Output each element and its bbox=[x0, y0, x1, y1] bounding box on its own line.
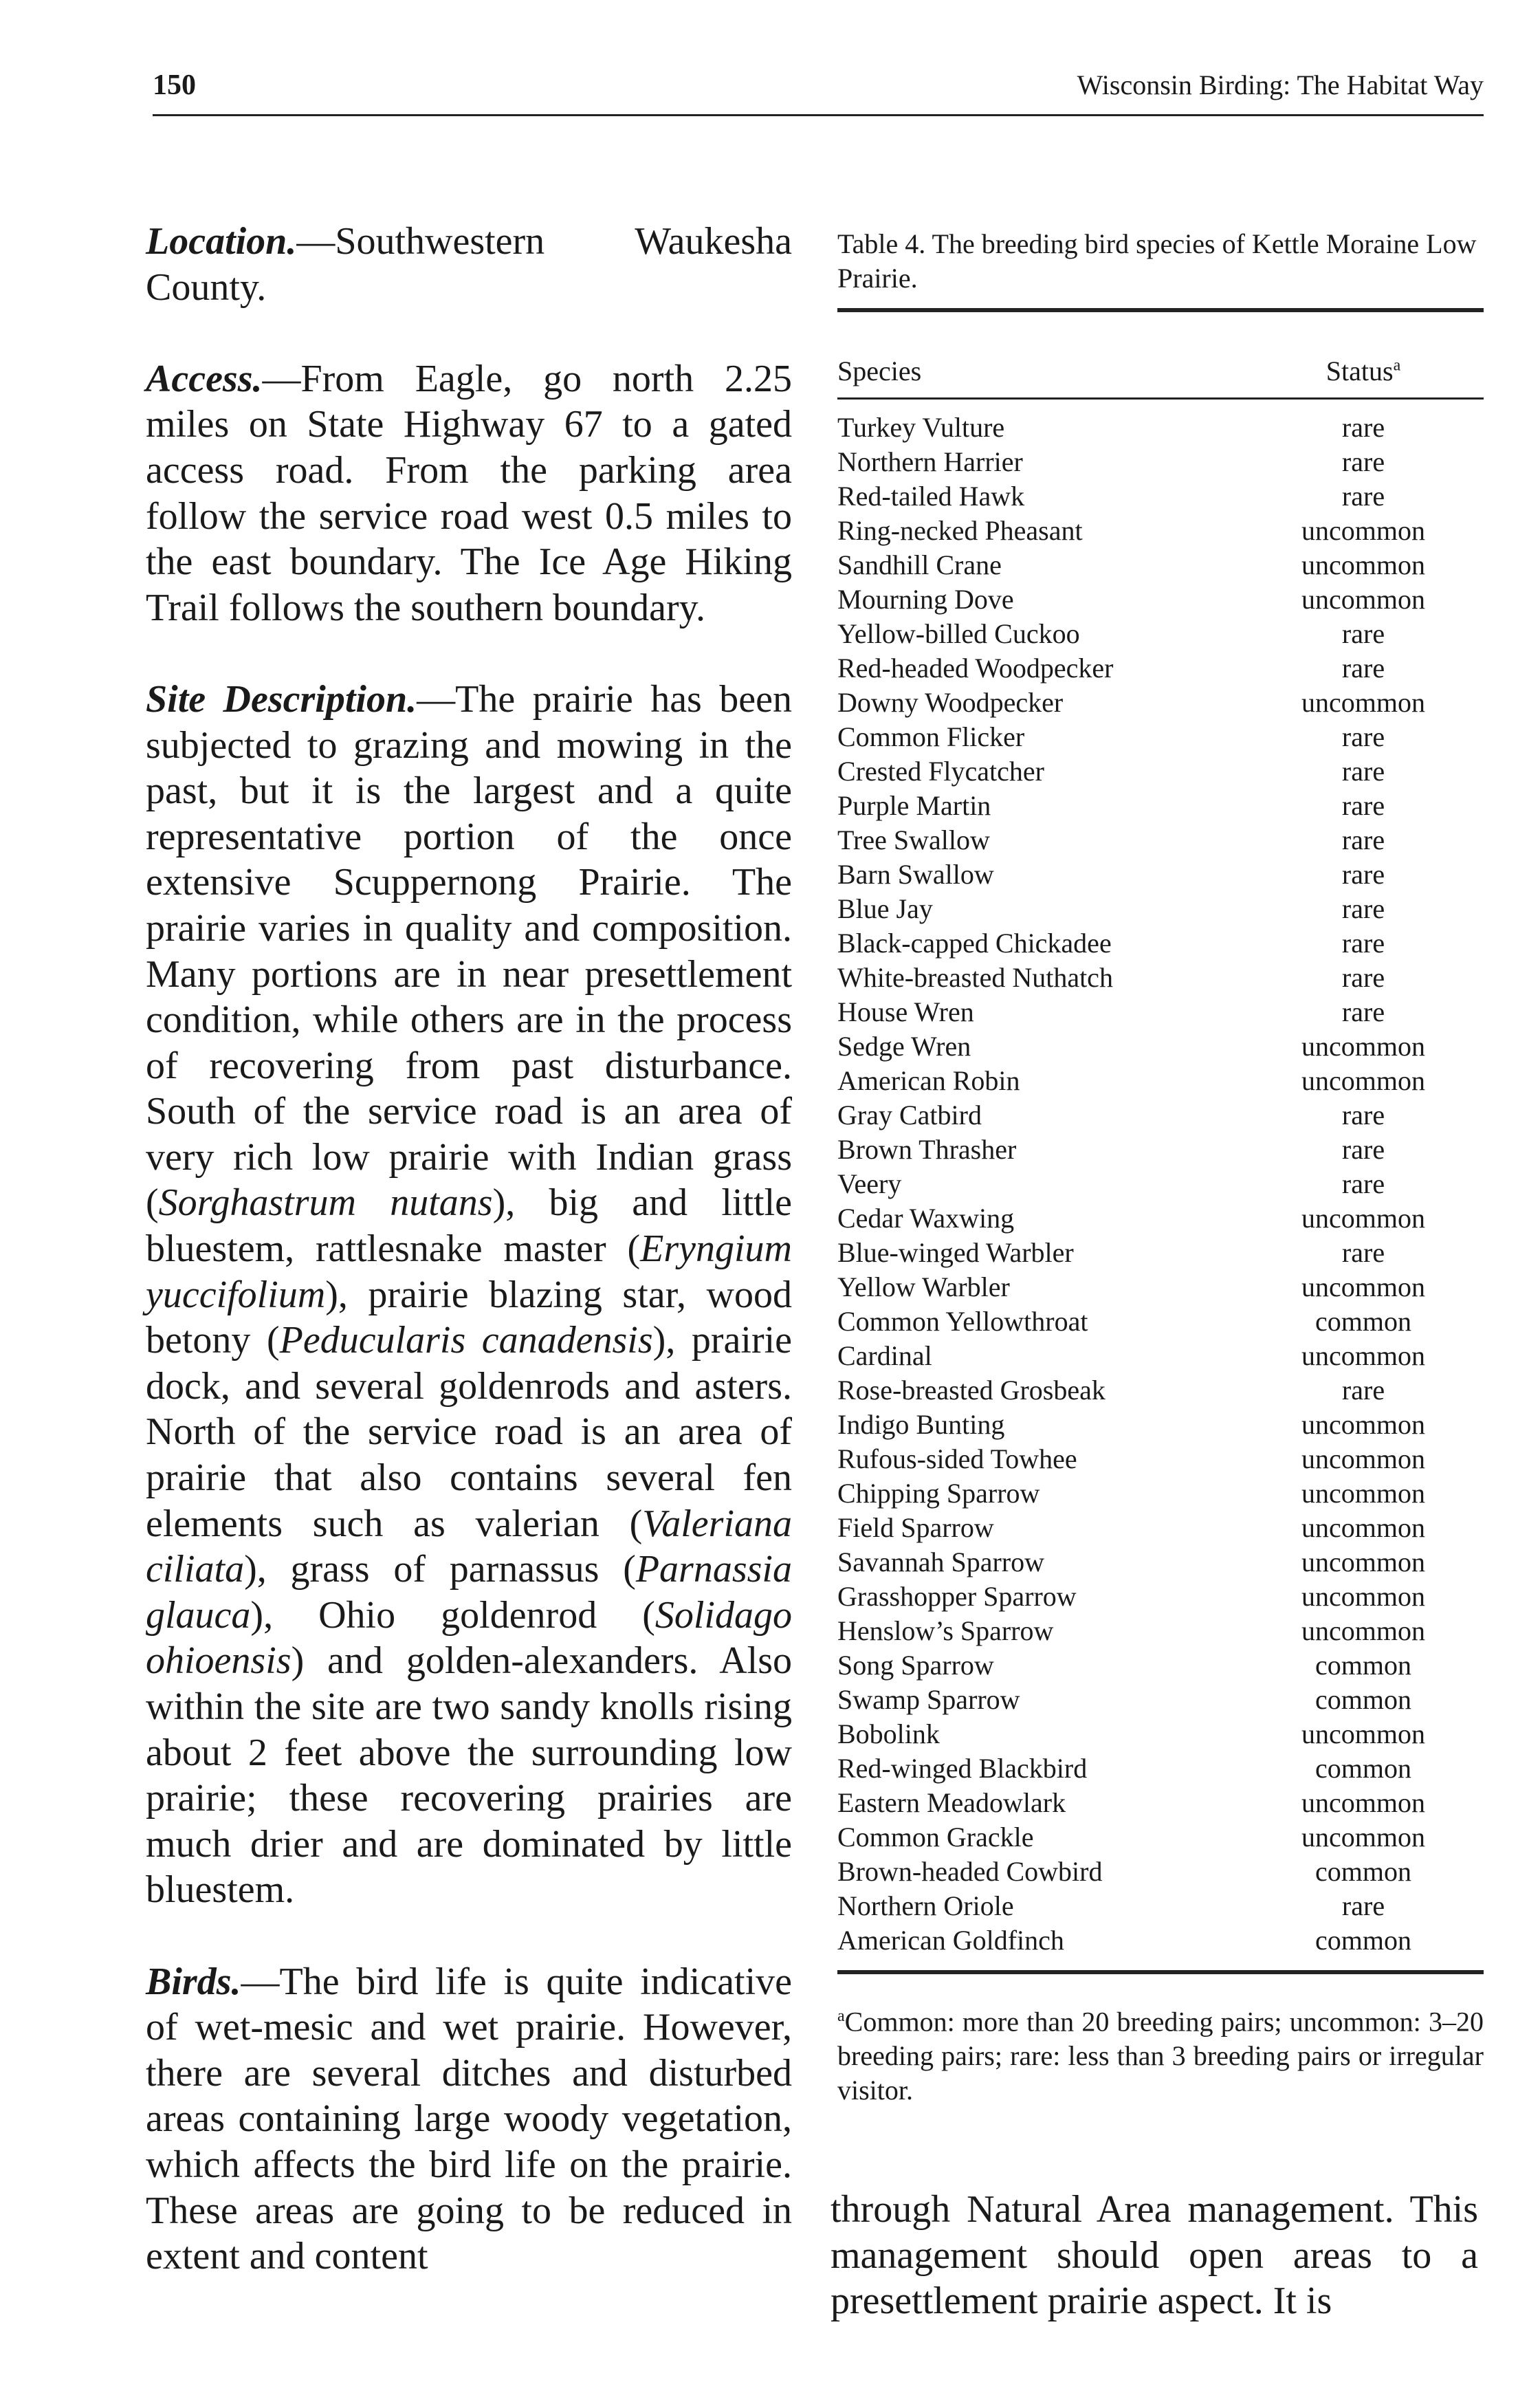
table-row bbox=[837, 1820, 1484, 1855]
left-column bbox=[146, 219, 792, 2280]
status-cell: uncommon bbox=[1301, 1822, 1425, 1853]
table-row bbox=[837, 823, 1484, 857]
species-cell: Cardinal bbox=[837, 1340, 932, 1371]
running-title: Wisconsin Birding: The Habitat Way bbox=[1077, 69, 1484, 100]
table-row bbox=[837, 892, 1484, 926]
species-name: Eryngium yuccifolium bbox=[146, 1227, 792, 1316]
status-cell: uncommon bbox=[1301, 1443, 1425, 1474]
site-description-paragraph bbox=[146, 677, 792, 1913]
site-text: ), Ohio goldenrod ( bbox=[250, 1593, 655, 1637]
species-cell: Mourning Dove bbox=[837, 584, 1014, 615]
species-cell: Common Flicker bbox=[837, 721, 1025, 752]
table-row bbox=[837, 1098, 1484, 1133]
site-text: ), prairie dock, and several goldenrods and asters. North of the service road is an area of prairie that also contains several fen elements such as valerian ( bbox=[146, 1319, 793, 1545]
table-row bbox=[837, 1889, 1484, 1923]
status-cell: rare bbox=[1341, 859, 1385, 890]
birds-text: —The bird life is quite indicative of wet-mesic and wet prairie. However, there are several ditches and disturbed areas containing large woody vegetation, which affects the bird life on the prairie. These areas are going to be reduced in extent and content bbox=[146, 1960, 792, 2278]
access-text: —From Eagle, go north 2.25 miles on State Highway 67 to a gated access road. From the parking area follow the service road west 0.5 miles to the east boundary. The Ice Age Hiking Trail follows the southern boundary. bbox=[146, 357, 792, 629]
status-cell: common bbox=[1315, 1753, 1411, 1784]
status-cell: uncommon bbox=[1301, 1409, 1425, 1440]
status-cell: uncommon bbox=[1301, 584, 1425, 615]
status-column-header bbox=[1284, 355, 1442, 387]
table-row bbox=[837, 617, 1484, 651]
table-row bbox=[837, 1201, 1484, 1236]
status-cell: rare bbox=[1341, 618, 1385, 649]
site-text: ), big and little bluestem, rattlesnake master ( bbox=[146, 1181, 792, 1271]
table-row bbox=[837, 857, 1484, 892]
species-cell: Henslow’s Sparrow bbox=[837, 1615, 1054, 1646]
species-cell: Red-tailed Hawk bbox=[837, 481, 1025, 512]
table-row bbox=[837, 1545, 1484, 1580]
table-row bbox=[837, 1614, 1484, 1648]
site-text: ), prairie blazing star, wood betony ( bbox=[146, 1273, 792, 1362]
status-cell: uncommon bbox=[1301, 515, 1425, 546]
table-row bbox=[837, 411, 1484, 445]
status-cell: rare bbox=[1341, 1375, 1385, 1406]
status-label: Status bbox=[1326, 356, 1394, 386]
species-cell: Black-capped Chickadee bbox=[837, 928, 1112, 959]
table-row bbox=[837, 1304, 1484, 1339]
status-cell: rare bbox=[1341, 653, 1385, 684]
status-cell: uncommon bbox=[1301, 1581, 1425, 1612]
status-cell: rare bbox=[1341, 412, 1385, 443]
table-row bbox=[837, 1751, 1484, 1786]
birds-paragraph bbox=[146, 1959, 792, 2280]
birds-heading: Birds. bbox=[146, 1960, 241, 2003]
site-text: —The prairie has been subjected to grazing and mowing in the past, but it is the largest and a quite representative portion of the once extensive Scuppernong Prairie. The prairie varies in quality and composition. Many portions are in near presettlement condition, while others are in the process of recovering from past disturbance. South of the service road is an area of very rich low prairie with Indian grass ( bbox=[146, 677, 792, 1225]
species-cell: Yellow Warbler bbox=[837, 1271, 1010, 1302]
species-cell: Rose-breasted Grosbeak bbox=[837, 1375, 1106, 1406]
species-cell: Brown Thrasher bbox=[837, 1134, 1017, 1165]
species-cell: Cedar Waxwing bbox=[837, 1203, 1015, 1234]
species-name: Sorghastrum nutans bbox=[158, 1181, 493, 1225]
status-cell: uncommon bbox=[1301, 1271, 1425, 1302]
status-cell: uncommon bbox=[1301, 1615, 1425, 1646]
species-name: Valeriana ciliata bbox=[146, 1502, 792, 1591]
species-cell: Red-winged Blackbird bbox=[837, 1753, 1088, 1784]
table-row bbox=[837, 1683, 1484, 1717]
table-row bbox=[837, 1133, 1484, 1167]
location-paragraph bbox=[146, 219, 792, 310]
status-cell: uncommon bbox=[1301, 1340, 1425, 1371]
table-row bbox=[837, 1408, 1484, 1442]
species-cell: Savannah Sparrow bbox=[837, 1547, 1045, 1577]
site-description-heading: Site Description. bbox=[146, 677, 417, 721]
table-row bbox=[837, 1786, 1484, 1820]
table-row bbox=[837, 548, 1484, 582]
species-cell: Red-headed Woodpecker bbox=[837, 653, 1114, 684]
status-cell: rare bbox=[1341, 1890, 1385, 1921]
status-cell: rare bbox=[1341, 996, 1385, 1027]
location-heading: Location. bbox=[146, 220, 297, 263]
status-cell: rare bbox=[1341, 446, 1385, 477]
species-cell: American Robin bbox=[837, 1065, 1020, 1096]
table-row bbox=[837, 1855, 1484, 1889]
table-row bbox=[837, 445, 1484, 479]
table-footnote bbox=[837, 1999, 1484, 2108]
species-cell: Turkey Vulture bbox=[837, 412, 1005, 443]
table-row bbox=[837, 1648, 1484, 1683]
table-row bbox=[837, 754, 1484, 789]
status-cell: uncommon bbox=[1301, 1031, 1425, 1062]
species-cell: Sandhill Crane bbox=[837, 549, 1002, 580]
status-cell: common bbox=[1315, 1650, 1411, 1681]
table-row bbox=[837, 1923, 1484, 1958]
status-cell: uncommon bbox=[1301, 1547, 1425, 1577]
species-cell: Blue-winged Warbler bbox=[837, 1237, 1074, 1268]
species-column-header: Species bbox=[837, 356, 922, 386]
table-row bbox=[837, 1270, 1484, 1304]
continuation-text: through Natural Area management. This management should open areas to a presettlement prairie aspect. It is bbox=[830, 2188, 1478, 2323]
table-row bbox=[837, 1167, 1484, 1201]
species-cell: Common Grackle bbox=[837, 1822, 1034, 1853]
location-text: —Southwestern Waukesha County. bbox=[146, 220, 792, 309]
table-row bbox=[837, 1717, 1484, 1751]
status-cell: common bbox=[1315, 1306, 1411, 1337]
species-cell: Eastern Meadowlark bbox=[837, 1787, 1066, 1818]
status-cell: rare bbox=[1341, 481, 1385, 512]
species-cell: Grasshopper Sparrow bbox=[837, 1581, 1077, 1612]
table-row bbox=[837, 1373, 1484, 1408]
status-cell: rare bbox=[1341, 1134, 1385, 1165]
table-row bbox=[837, 1064, 1484, 1098]
species-cell: Field Sparrow bbox=[837, 1512, 994, 1543]
table-row bbox=[837, 1339, 1484, 1373]
status-cell: rare bbox=[1341, 756, 1385, 787]
page-header bbox=[153, 69, 1484, 116]
species-cell: Veery bbox=[837, 1168, 902, 1199]
status-cell: uncommon bbox=[1301, 1065, 1425, 1096]
table-row bbox=[837, 1476, 1484, 1511]
table-row bbox=[837, 720, 1484, 754]
status-cell: rare bbox=[1341, 893, 1385, 924]
status-cell: uncommon bbox=[1301, 1203, 1425, 1234]
status-cell: uncommon bbox=[1301, 1512, 1425, 1543]
table-body bbox=[837, 400, 1484, 1974]
table-row bbox=[837, 514, 1484, 548]
table-row bbox=[837, 1442, 1484, 1476]
status-cell: uncommon bbox=[1301, 1787, 1425, 1818]
species-cell: Ring-necked Pheasant bbox=[837, 515, 1083, 546]
species-cell: Gray Catbird bbox=[837, 1100, 982, 1130]
table-row bbox=[837, 1236, 1484, 1270]
footnote-marker: a bbox=[837, 2007, 845, 2025]
species-cell: Brown-headed Cowbird bbox=[837, 1856, 1103, 1887]
species-cell: American Goldfinch bbox=[837, 1925, 1064, 1956]
table-header bbox=[837, 355, 1484, 400]
table-row bbox=[837, 651, 1484, 686]
species-name: Solidago ohioensis bbox=[146, 1593, 792, 1683]
access-heading: Access. bbox=[146, 357, 263, 400]
table-row bbox=[837, 995, 1484, 1029]
species-cell: Chipping Sparrow bbox=[837, 1478, 1040, 1509]
species-cell: White-breasted Nuthatch bbox=[837, 962, 1113, 993]
status-cell: rare bbox=[1341, 790, 1385, 821]
species-name: Peducularis canadensis bbox=[279, 1319, 653, 1362]
table-row bbox=[837, 1029, 1484, 1064]
species-cell: House Wren bbox=[837, 996, 974, 1027]
species-cell: Barn Swallow bbox=[837, 859, 994, 890]
species-cell: Rufous-sided Towhee bbox=[837, 1443, 1077, 1474]
species-cell: Swamp Sparrow bbox=[837, 1684, 1020, 1715]
species-cell: Indigo Bunting bbox=[837, 1409, 1005, 1440]
table-row bbox=[837, 789, 1484, 823]
page-number: 150 bbox=[153, 69, 196, 101]
status-cell: common bbox=[1315, 1684, 1411, 1715]
species-cell: Tree Swallow bbox=[837, 824, 990, 855]
table-row bbox=[837, 961, 1484, 995]
species-cell: Sedge Wren bbox=[837, 1031, 971, 1062]
footnote-text: Common: more than 20 breeding pairs; uncommon: 3–20 breeding pairs; rare: less than 3 breeding pairs or irregular visitor. bbox=[837, 2006, 1484, 2106]
status-cell: rare bbox=[1341, 1168, 1385, 1199]
table-row bbox=[837, 1580, 1484, 1614]
status-cell: rare bbox=[1341, 1237, 1385, 1268]
species-cell: Northern Harrier bbox=[837, 446, 1023, 477]
status-cell: common bbox=[1315, 1925, 1411, 1956]
species-cell: Common Yellowthroat bbox=[837, 1306, 1088, 1337]
status-cell: rare bbox=[1341, 721, 1385, 752]
status-cell: common bbox=[1315, 1856, 1411, 1887]
species-cell: Song Sparrow bbox=[837, 1650, 994, 1681]
status-cell: rare bbox=[1341, 824, 1385, 855]
footnote-marker: a bbox=[1393, 356, 1401, 375]
status-cell: rare bbox=[1341, 962, 1385, 993]
site-text: ) and golden-alexanders. Also within the site are two sandy knolls rising about 2 feet above the surrounding low prairie; these recovering prairies are much drier and are dominated by little bluestem. bbox=[146, 1639, 792, 1912]
species-cell: Blue Jay bbox=[837, 893, 933, 924]
table-row bbox=[837, 926, 1484, 961]
table-caption: Table 4. The breeding bird species of Kettle Moraine Low Prairie. bbox=[837, 227, 1484, 312]
status-cell: uncommon bbox=[1301, 549, 1425, 580]
species-cell: Northern Oriole bbox=[837, 1890, 1014, 1921]
status-cell: rare bbox=[1341, 928, 1385, 959]
table-row bbox=[837, 479, 1484, 514]
species-cell: Crested Flycatcher bbox=[837, 756, 1044, 787]
site-text: ), grass of parnassus ( bbox=[244, 1548, 636, 1591]
status-cell: uncommon bbox=[1301, 687, 1425, 718]
access-paragraph bbox=[146, 356, 792, 631]
species-cell: Yellow-billed Cuckoo bbox=[837, 618, 1080, 649]
species-name: Parnassia glauca bbox=[146, 1548, 792, 1637]
right-column bbox=[837, 227, 1484, 2108]
status-cell: uncommon bbox=[1301, 1478, 1425, 1509]
table-row bbox=[837, 686, 1484, 720]
species-cell: Purple Martin bbox=[837, 790, 991, 821]
table-row bbox=[837, 582, 1484, 617]
table-row bbox=[837, 1511, 1484, 1545]
species-cell: Bobolink bbox=[837, 1718, 940, 1749]
status-cell: uncommon bbox=[1301, 1718, 1425, 1749]
status-cell: rare bbox=[1341, 1100, 1385, 1130]
species-cell: Downy Woodpecker bbox=[837, 687, 1064, 718]
